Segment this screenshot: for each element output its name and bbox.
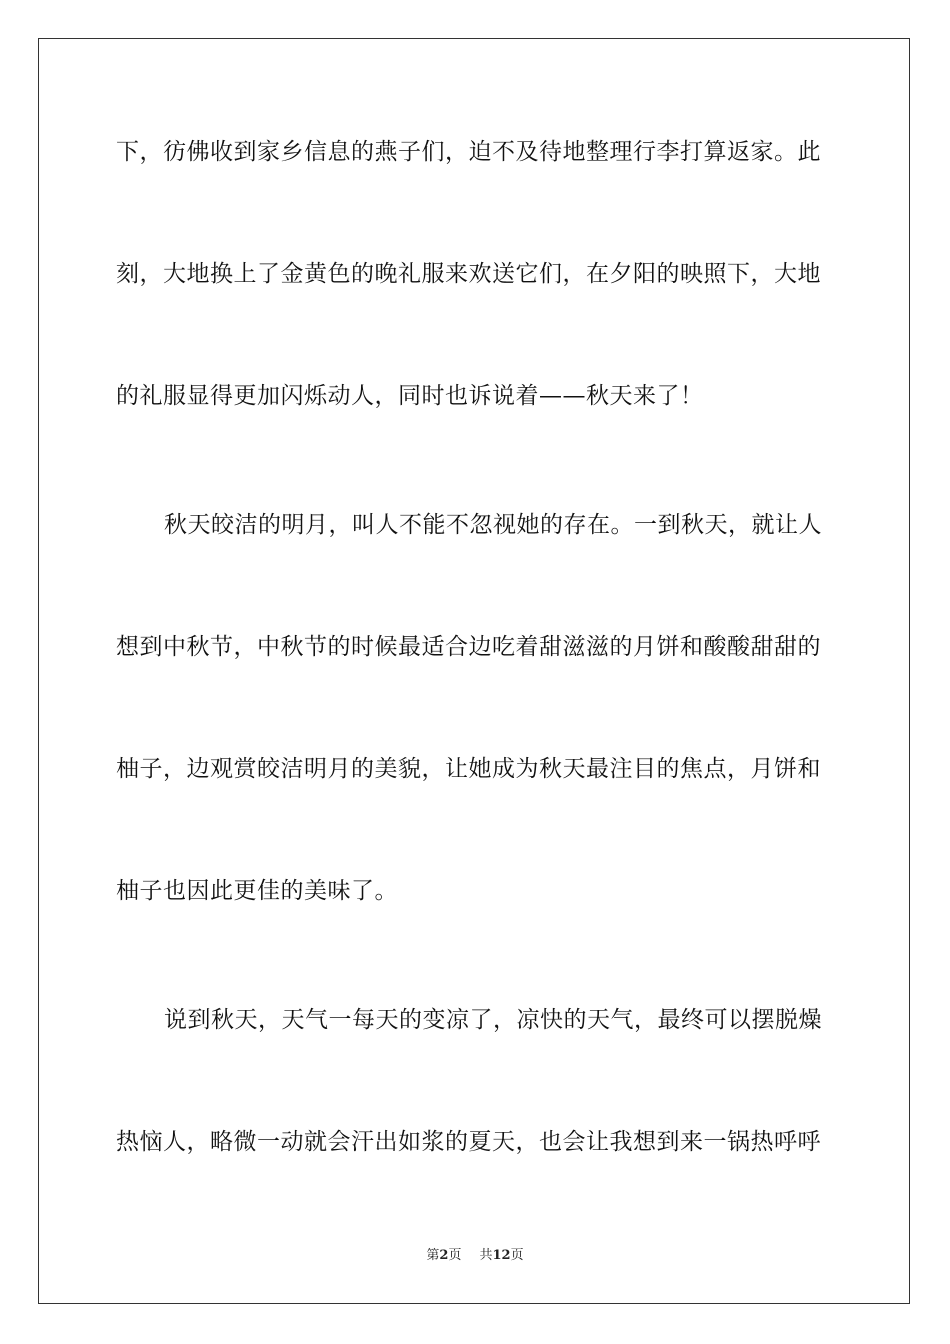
page-suffix: 页 xyxy=(448,1248,462,1263)
paragraph-first-line: 说到秋天，天气一每天的变凉了，凉快的天气，最终可以摆脱燥 xyxy=(164,1007,822,1033)
text-line: 柚子，边观赏皎洁明月的美貌，让她成为秋天最注目的焦点，月饼和 xyxy=(116,756,821,782)
page-prefix: 第 xyxy=(426,1248,440,1263)
page-number: 2 xyxy=(439,1248,449,1263)
page-footer xyxy=(0,1248,950,1264)
paragraph-first-line: 秋天皎洁的明月，叫人不能不忽视她的存在。一到秋天，就让人 xyxy=(164,512,822,538)
total-prefix: 共 xyxy=(479,1248,493,1263)
total-suffix: 页 xyxy=(510,1248,524,1263)
text-line: 下，彷佛收到家乡信息的燕子们，迫不及待地整理行李打算返家。此 xyxy=(116,139,821,165)
text-line: 刻，大地换上了金黄色的晚礼服来欢送它们，在夕阳的映照下，大地 xyxy=(116,261,821,287)
text-line: 柚子也因此更佳的美味了。 xyxy=(116,878,398,904)
text-line: 想到中秋节，中秋节的时候最适合边吃着甜滋滋的月饼和酸酸甜甜的 xyxy=(116,634,821,660)
text-line: 的礼服显得更加闪烁动人，同时也诉说着——秋天来了！ xyxy=(116,383,704,409)
text-line: 热恼人，略微一动就会汗出如浆的夏天，也会让我想到来一锅热呼呼 xyxy=(116,1129,821,1155)
page-frame xyxy=(38,38,910,1304)
total-pages: 12 xyxy=(492,1248,511,1263)
